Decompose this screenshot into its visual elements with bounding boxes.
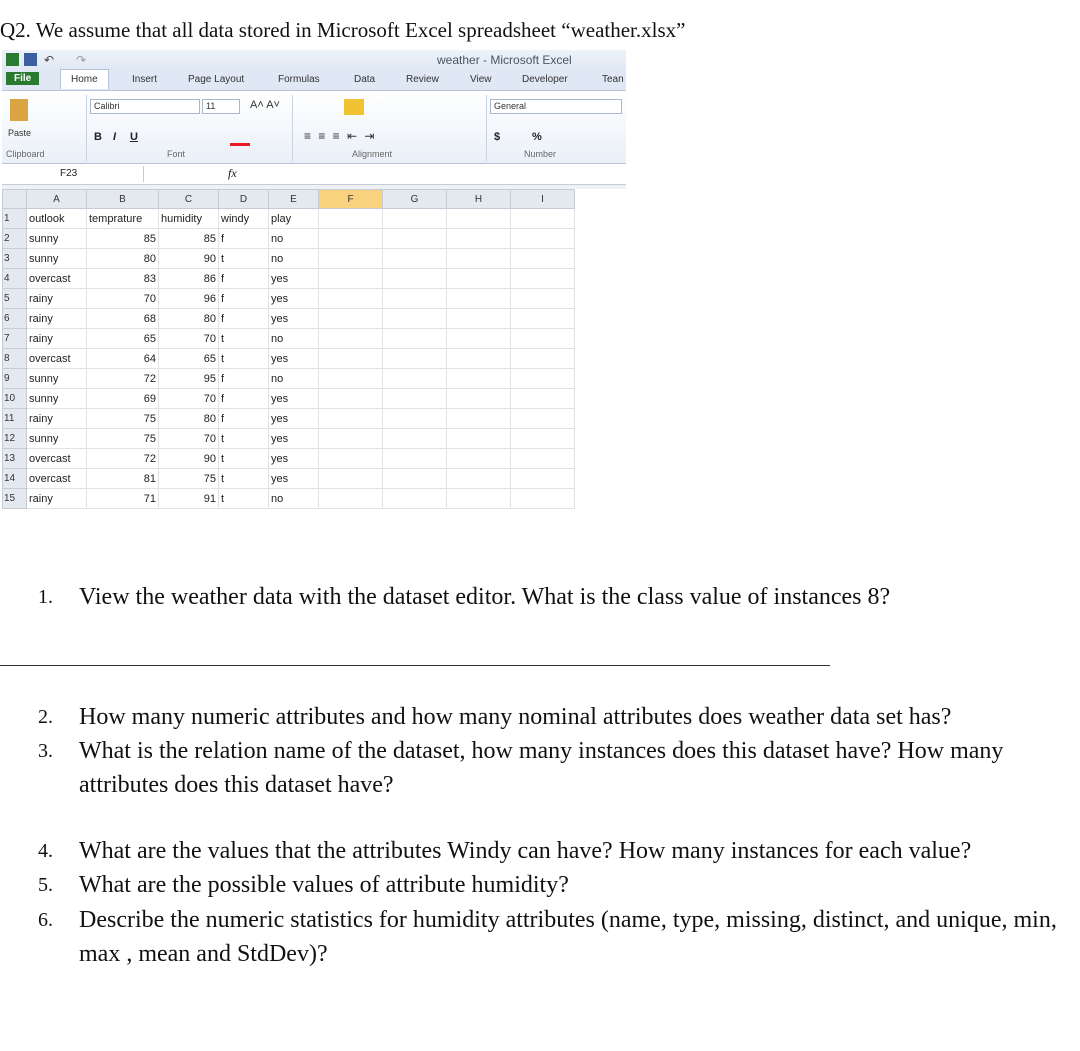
cell[interactable]: sunny: [27, 249, 87, 269]
tab-review[interactable]: Review: [406, 74, 439, 85]
column-header[interactable]: E: [269, 190, 319, 209]
table-row: [3, 489, 575, 509]
cell[interactable]: [383, 309, 447, 329]
cell[interactable]: [319, 389, 383, 409]
currency-button[interactable]: $: [494, 131, 501, 143]
group-font-label: Font: [167, 149, 186, 159]
cell[interactable]: overcast: [27, 269, 87, 289]
cell[interactable]: f: [219, 269, 269, 289]
cell[interactable]: [447, 369, 511, 389]
cell[interactable]: temprature: [87, 209, 159, 229]
cell[interactable]: yes: [269, 409, 319, 429]
wrap-text-icon[interactable]: [344, 99, 364, 115]
cell[interactable]: [383, 269, 447, 289]
cell[interactable]: [447, 429, 511, 449]
cell[interactable]: yes: [269, 429, 319, 449]
cell[interactable]: [383, 349, 447, 369]
cell[interactable]: [447, 269, 511, 289]
cell[interactable]: f: [219, 369, 269, 389]
table-row: [3, 369, 575, 389]
row-number[interactable]: 1: [3, 209, 27, 229]
cell[interactable]: outlook: [27, 209, 87, 229]
cell[interactable]: rainy: [27, 489, 87, 509]
cell[interactable]: yes: [269, 349, 319, 369]
cell[interactable]: humidity: [159, 209, 219, 229]
number-format-select[interactable]: General: [490, 99, 622, 114]
cell[interactable]: [511, 449, 575, 469]
cell[interactable]: overcast: [27, 469, 87, 489]
tab-team[interactable]: Tean: [602, 74, 624, 85]
cell[interactable]: no: [269, 229, 319, 249]
cell[interactable]: t: [219, 429, 269, 449]
cell[interactable]: [447, 489, 511, 509]
cell[interactable]: [447, 309, 511, 329]
tab-view[interactable]: View: [470, 74, 492, 85]
window-title: weather - Microsoft Excel: [437, 53, 572, 67]
cell[interactable]: [383, 429, 447, 449]
cell[interactable]: [511, 289, 575, 309]
cell[interactable]: windy: [219, 209, 269, 229]
cell[interactable]: f: [219, 409, 269, 429]
row-number[interactable]: 5: [3, 289, 27, 309]
cell[interactable]: t: [219, 489, 269, 509]
cell[interactable]: [319, 469, 383, 489]
question-text: Describe the numeric statistics for humidity attributes (name, type, missing, distinct, and unique, min, max , mean and StdDev)?: [79, 907, 1057, 967]
cell[interactable]: 72: [87, 369, 159, 389]
cell[interactable]: 72: [87, 449, 159, 469]
row-number[interactable]: 13: [3, 449, 27, 469]
cell[interactable]: no: [269, 489, 319, 509]
cell[interactable]: [447, 469, 511, 489]
cell[interactable]: 85: [159, 229, 219, 249]
cell[interactable]: [383, 489, 447, 509]
cell[interactable]: sunny: [27, 369, 87, 389]
cell[interactable]: f: [219, 289, 269, 309]
cell[interactable]: t: [219, 349, 269, 369]
row-number[interactable]: 7: [3, 329, 27, 349]
cell[interactable]: t: [219, 329, 269, 349]
cell[interactable]: 75: [87, 409, 159, 429]
question-number: 5.: [38, 874, 53, 896]
cell[interactable]: sunny: [27, 229, 87, 249]
question-text: What are the possible values of attribute humidity?: [79, 872, 569, 898]
cell[interactable]: t: [219, 249, 269, 269]
group-alignment-label: Alignment: [352, 149, 393, 159]
cell[interactable]: [447, 289, 511, 309]
cell[interactable]: [447, 449, 511, 469]
cell[interactable]: 91: [159, 489, 219, 509]
row-number[interactable]: 8: [3, 349, 27, 369]
cell[interactable]: 70: [87, 289, 159, 309]
cell[interactable]: rainy: [27, 329, 87, 349]
table-row: [3, 309, 575, 329]
cell[interactable]: 65: [87, 329, 159, 349]
row-number[interactable]: 3: [3, 249, 27, 269]
excel-screenshot: [2, 50, 626, 543]
row-number[interactable]: 14: [3, 469, 27, 489]
cell[interactable]: [511, 469, 575, 489]
cell[interactable]: 70: [159, 389, 219, 409]
tab-file[interactable]: File: [6, 72, 39, 85]
quick-access-toolbar: [2, 50, 626, 70]
align-icons[interactable]: ≡ ≡ ≡ ⇤ ⇥: [304, 129, 377, 143]
cell[interactable]: [319, 409, 383, 429]
column-header[interactable]: D: [219, 190, 269, 209]
question-number: 2.: [38, 706, 53, 728]
table-row: [3, 249, 575, 269]
cell[interactable]: yes: [269, 269, 319, 289]
cell[interactable]: f: [219, 309, 269, 329]
cell[interactable]: [319, 429, 383, 449]
table-row: [3, 289, 575, 309]
row-number[interactable]: 6: [3, 309, 27, 329]
cell[interactable]: 83: [87, 269, 159, 289]
fx-icon[interactable]: fx: [228, 166, 237, 180]
cell[interactable]: [319, 309, 383, 329]
select-all-corner[interactable]: [3, 190, 27, 209]
cell[interactable]: [319, 329, 383, 349]
cell[interactable]: [319, 489, 383, 509]
ribbon-tabs: [2, 70, 626, 91]
row-number[interactable]: 11: [3, 409, 27, 429]
cell[interactable]: play: [269, 209, 319, 229]
question-number: 4.: [38, 840, 53, 862]
ribbon: [2, 91, 626, 164]
undo-icon[interactable]: ↶: [44, 53, 55, 67]
cell[interactable]: sunny: [27, 389, 87, 409]
cell[interactable]: 85: [87, 229, 159, 249]
column-header[interactable]: A: [27, 190, 87, 209]
row-number[interactable]: 15: [3, 489, 27, 509]
cell[interactable]: 90: [159, 249, 219, 269]
row-number[interactable]: 10: [3, 389, 27, 409]
font-color-icon[interactable]: [230, 143, 250, 146]
column-header[interactable]: I: [511, 190, 575, 209]
row-number[interactable]: 4: [3, 269, 27, 289]
table-row: [3, 329, 575, 349]
cell[interactable]: overcast: [27, 449, 87, 469]
cell[interactable]: t: [219, 469, 269, 489]
cell[interactable]: 65: [159, 349, 219, 369]
cell[interactable]: 81: [87, 469, 159, 489]
cell[interactable]: 71: [87, 489, 159, 509]
tab-page-layout[interactable]: Page Layout: [188, 74, 245, 85]
cell[interactable]: f: [219, 229, 269, 249]
tab-data[interactable]: Data: [354, 74, 376, 85]
question-number: 3.: [38, 740, 53, 762]
cell[interactable]: 90: [159, 449, 219, 469]
cell[interactable]: no: [269, 369, 319, 389]
cell[interactable]: rainy: [27, 409, 87, 429]
cell[interactable]: t: [219, 449, 269, 469]
percent-button[interactable]: %: [532, 131, 542, 143]
italic-button[interactable]: I: [113, 131, 117, 143]
cell[interactable]: [447, 329, 511, 349]
cell[interactable]: [511, 209, 575, 229]
table-row: [3, 209, 575, 229]
font-size-select[interactable]: 11: [202, 99, 240, 114]
font-name-select[interactable]: Calibri: [90, 99, 200, 114]
cell[interactable]: f: [219, 389, 269, 409]
tab-home[interactable]: Home: [60, 69, 109, 89]
table-row: [3, 269, 575, 289]
tab-developer[interactable]: Developer: [522, 74, 568, 85]
cell[interactable]: [447, 349, 511, 369]
cell[interactable]: [383, 469, 447, 489]
question-text: View the weather data with the dataset editor. What is the class value of instances 8?: [79, 584, 891, 610]
cell[interactable]: [511, 409, 575, 429]
cell[interactable]: [319, 289, 383, 309]
cell[interactable]: [511, 229, 575, 249]
table-row: [3, 389, 575, 409]
cell[interactable]: 68: [87, 309, 159, 329]
table-row: [3, 409, 575, 429]
question-text: What are the values that the attributes Windy can have? How many instances for each value?: [79, 838, 972, 864]
cell[interactable]: rainy: [27, 289, 87, 309]
question-text: How many numeric attributes and how many nominal attributes does weather data set has?: [79, 704, 952, 730]
row-number[interactable]: 9: [3, 369, 27, 389]
paste-icon[interactable]: [10, 99, 28, 121]
cell[interactable]: [319, 209, 383, 229]
column-header-selected[interactable]: F: [319, 190, 383, 209]
cell[interactable]: 95: [159, 369, 219, 389]
cell[interactable]: [383, 409, 447, 429]
cell[interactable]: [511, 269, 575, 289]
cell[interactable]: [447, 209, 511, 229]
cell[interactable]: sunny: [27, 429, 87, 449]
row-number[interactable]: 2: [3, 229, 27, 249]
column-header[interactable]: C: [159, 190, 219, 209]
answer-line: [0, 665, 830, 666]
cell[interactable]: [511, 249, 575, 269]
table-row: [3, 429, 575, 449]
cell[interactable]: [383, 369, 447, 389]
cell[interactable]: 69: [87, 389, 159, 409]
cell[interactable]: 96: [159, 289, 219, 309]
cell[interactable]: rainy: [27, 309, 87, 329]
question-number: 1.: [38, 586, 53, 608]
save-icon[interactable]: [24, 53, 37, 66]
cell[interactable]: [383, 209, 447, 229]
cell[interactable]: 70: [159, 329, 219, 349]
cell[interactable]: 64: [87, 349, 159, 369]
cell[interactable]: yes: [269, 309, 319, 329]
table-row: [3, 449, 575, 469]
name-box[interactable]: F23: [4, 166, 144, 182]
cell[interactable]: [511, 429, 575, 449]
table-row: [3, 229, 575, 249]
paste-label[interactable]: Paste: [8, 128, 32, 138]
spreadsheet-grid[interactable]: [2, 189, 575, 509]
cell[interactable]: [511, 329, 575, 349]
row-number[interactable]: 12: [3, 429, 27, 449]
cell[interactable]: no: [269, 329, 319, 349]
cell[interactable]: 75: [87, 429, 159, 449]
column-header[interactable]: G: [383, 190, 447, 209]
cell[interactable]: [447, 389, 511, 409]
cell[interactable]: [511, 369, 575, 389]
cell[interactable]: [383, 289, 447, 309]
cell[interactable]: 70: [159, 429, 219, 449]
cell[interactable]: [319, 369, 383, 389]
cell[interactable]: [447, 229, 511, 249]
cell[interactable]: [511, 489, 575, 509]
cell[interactable]: no: [269, 249, 319, 269]
cell[interactable]: 80: [87, 249, 159, 269]
cell[interactable]: 80: [159, 309, 219, 329]
font-grow-icon[interactable]: A˄ A˅: [250, 99, 280, 111]
cell[interactable]: yes: [269, 449, 319, 469]
cell[interactable]: [383, 229, 447, 249]
question-number: 6.: [38, 909, 53, 931]
underline-button[interactable]: U: [130, 131, 138, 143]
cell[interactable]: yes: [269, 389, 319, 409]
cell[interactable]: 86: [159, 269, 219, 289]
bold-button[interactable]: B: [94, 131, 102, 143]
column-header[interactable]: H: [447, 190, 511, 209]
cell[interactable]: [319, 229, 383, 249]
cell[interactable]: [319, 449, 383, 469]
cell[interactable]: [511, 309, 575, 329]
redo-icon[interactable]: ↷: [76, 53, 87, 67]
tab-insert[interactable]: Insert: [132, 74, 158, 85]
cell[interactable]: overcast: [27, 349, 87, 369]
cell[interactable]: [319, 349, 383, 369]
group-clipboard-label: Clipboard: [6, 149, 45, 159]
cell[interactable]: yes: [269, 289, 319, 309]
cell[interactable]: [319, 249, 383, 269]
cell[interactable]: 80: [159, 409, 219, 429]
cell[interactable]: [383, 249, 447, 269]
column-header-row: [3, 190, 575, 209]
formula-bar: [2, 164, 626, 185]
excel-logo-icon: [6, 53, 19, 66]
cell[interactable]: yes: [269, 469, 319, 489]
table-row: [3, 349, 575, 369]
question-text: What is the relation name of the dataset, how many instances does this dataset have? How many attributes does this dataset have?: [79, 738, 1004, 798]
cell[interactable]: [447, 249, 511, 269]
cell[interactable]: [511, 389, 575, 409]
cell[interactable]: [319, 269, 383, 289]
cell[interactable]: [383, 329, 447, 349]
cell[interactable]: [383, 389, 447, 409]
column-header[interactable]: B: [87, 190, 159, 209]
question-heading: Q2. We assume that all data stored in Microsoft Excel spreadsheet “weather.xlsx”: [0, 18, 686, 42]
table-row: [3, 469, 575, 489]
tab-formulas[interactable]: Formulas: [278, 74, 320, 85]
cell[interactable]: [511, 349, 575, 369]
cell[interactable]: [383, 449, 447, 469]
cell[interactable]: 75: [159, 469, 219, 489]
group-number-label: Number: [524, 149, 557, 159]
cell[interactable]: [447, 409, 511, 429]
